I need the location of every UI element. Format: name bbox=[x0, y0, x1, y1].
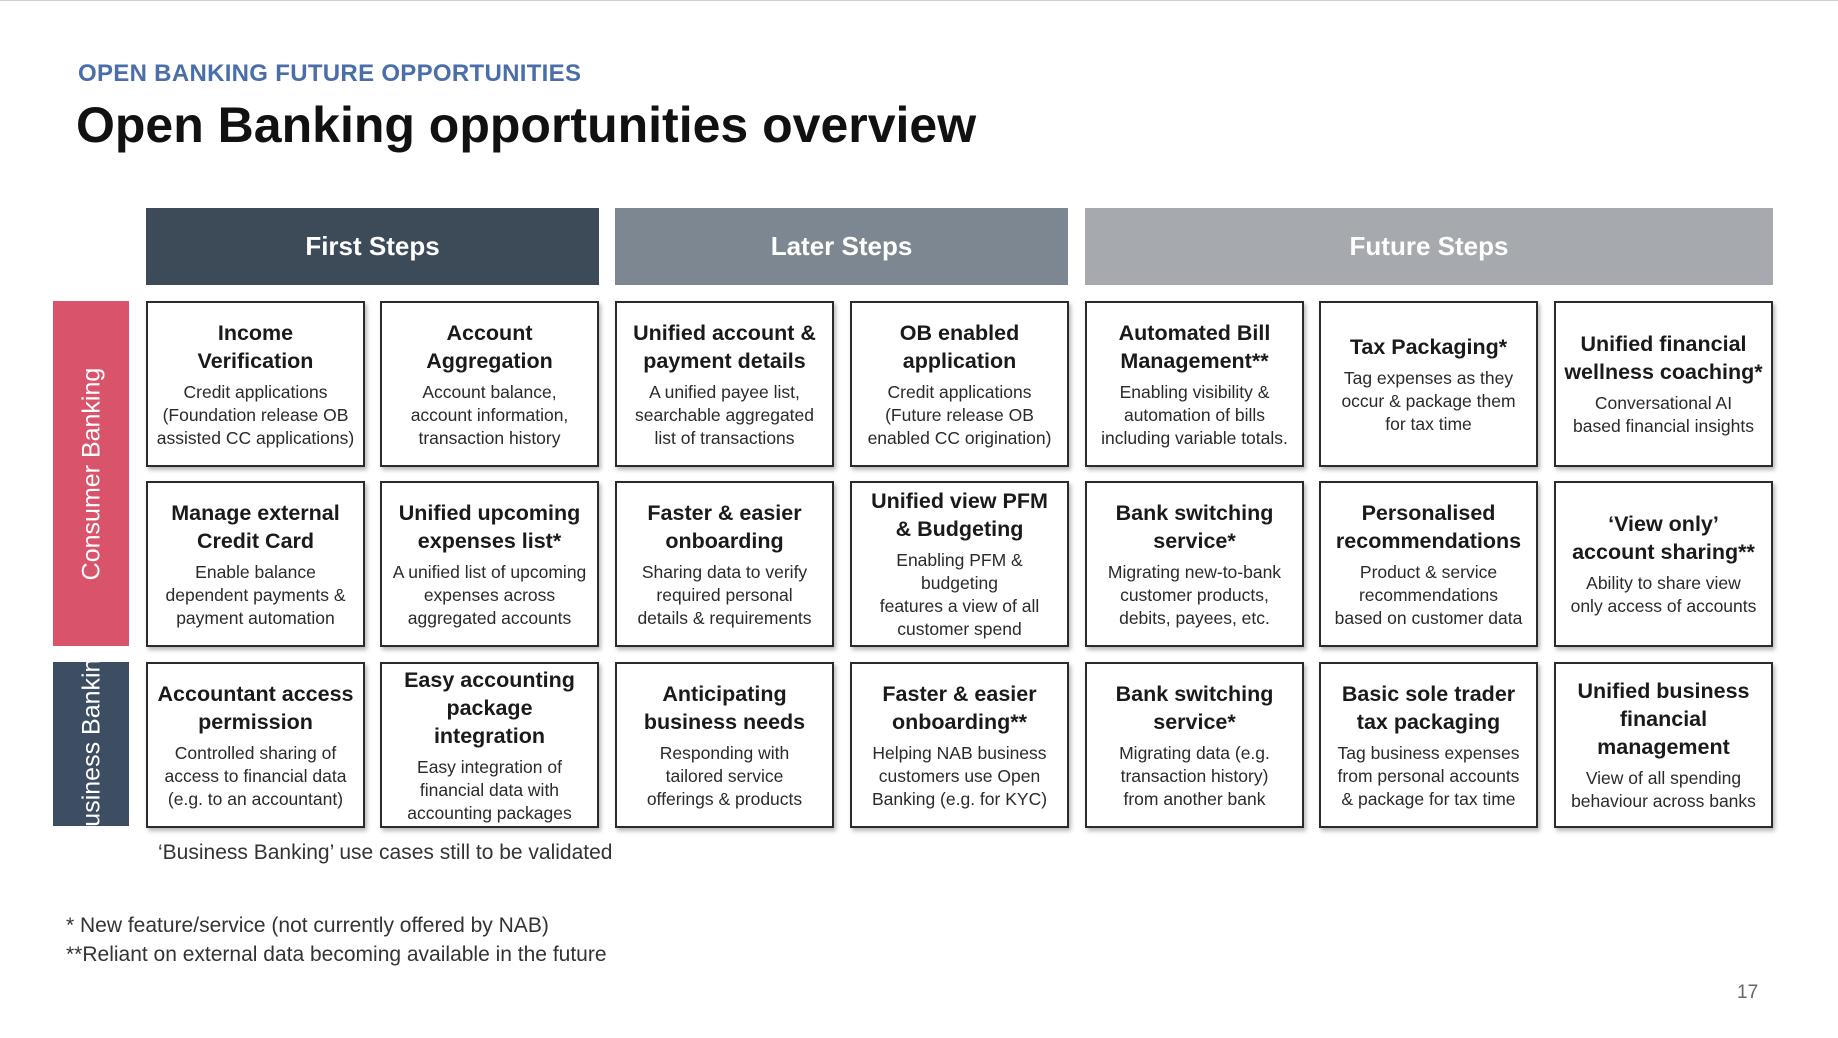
card-title: OB enabled application bbox=[899, 320, 1020, 373]
card-description: Tag business expenses from personal accounts & package for tax time bbox=[1337, 742, 1520, 809]
card-description: Tag expenses as they occur & package them for tax time bbox=[1341, 367, 1516, 434]
card-description: Controlled sharing of access to financial data (e.g. to an accountant) bbox=[164, 742, 347, 809]
card-title: Unified financial wellness coaching* bbox=[1564, 332, 1763, 384]
opportunity-card bbox=[615, 301, 834, 467]
opportunity-card bbox=[380, 301, 599, 467]
card-description: A unified payee list, searchable aggregated list of transactions bbox=[634, 381, 815, 448]
card-description: Ability to share view only access of accounts bbox=[1570, 573, 1757, 616]
card-title: Unified view PFM & Budgeting bbox=[871, 489, 1048, 541]
card-description: Credit applications (Foundation release OB assisted CC applications) bbox=[156, 381, 355, 448]
business-banking-text: Business Banking bbox=[77, 644, 106, 844]
opportunity-card bbox=[146, 301, 365, 467]
card-description: Account balance, account information, transaction history bbox=[410, 381, 569, 448]
opportunity-card bbox=[850, 662, 1069, 828]
opportunity-card bbox=[1554, 481, 1773, 647]
card-title: Account Aggregation bbox=[426, 320, 553, 373]
opportunity-card bbox=[1319, 301, 1538, 467]
card-title: Unified business financial management bbox=[1577, 679, 1750, 759]
card-title: Bank switching service* bbox=[1115, 681, 1274, 734]
opportunity-card bbox=[1554, 301, 1773, 467]
consumer-banking-text: Consumer Banking bbox=[77, 367, 105, 580]
business-banking-label bbox=[53, 644, 129, 844]
card-description: Enable balance dependent payments & payment automation bbox=[165, 561, 346, 628]
opportunity-card bbox=[1085, 481, 1304, 647]
card-title: Basic sole trader tax packaging bbox=[1341, 681, 1516, 734]
card-title: Manage external Credit Card bbox=[171, 500, 340, 553]
card-description: Enabling visibility & automation of bills including variable totals. bbox=[1101, 381, 1288, 448]
card-description: Enabling PFM & budgeting features a view of all customer spend bbox=[879, 550, 1040, 639]
opportunity-card bbox=[850, 481, 1069, 647]
card-description: Product & service recommendations based on customer data bbox=[1334, 561, 1523, 628]
phase-future-steps: Future Steps bbox=[1085, 208, 1773, 285]
opportunity-card bbox=[1319, 481, 1538, 647]
card-description: Migrating data (e.g. transaction history) from another bank bbox=[1119, 742, 1270, 809]
business-validation-note: ‘Business Banking’ use cases still to be validated bbox=[158, 841, 613, 864]
card-title: Anticipating business needs bbox=[643, 681, 806, 734]
phase-first-steps: First Steps bbox=[146, 208, 599, 285]
opportunity-card bbox=[1085, 662, 1304, 828]
opportunity-card bbox=[850, 301, 1069, 467]
footnote-external-data: **Reliant on external data becoming available in the future bbox=[66, 943, 607, 966]
card-title: Easy accounting package integration bbox=[404, 667, 575, 748]
card-description: Helping NAB business customers use Open Banking (e.g. for KYC) bbox=[871, 742, 1048, 809]
opportunity-card bbox=[146, 662, 365, 828]
card-title: Bank switching service* bbox=[1115, 500, 1274, 553]
card-title: Income Verification bbox=[197, 320, 314, 373]
card-title: Unified upcoming expenses list* bbox=[398, 500, 581, 553]
card-title: Tax Packaging* bbox=[1349, 334, 1508, 359]
section-eyebrow: OPEN BANKING FUTURE OPPORTUNITIES bbox=[78, 60, 582, 87]
card-description: Conversational AI based financial insights bbox=[1573, 393, 1754, 436]
opportunity-card bbox=[1085, 301, 1304, 467]
page-number: 17 bbox=[1737, 982, 1759, 1003]
card-description: A unified list of upcoming expenses across aggregated accounts bbox=[392, 561, 587, 628]
card-title: Faster & easier onboarding bbox=[647, 500, 802, 553]
card-title: Accountant access permission bbox=[157, 681, 354, 734]
top-divider bbox=[0, 0, 1838, 1]
card-title: Automated Bill Management** bbox=[1118, 320, 1271, 373]
card-title: Unified account & payment details bbox=[633, 320, 816, 373]
card-description: Credit applications (Future release OB enabled CC origination) bbox=[867, 381, 1052, 448]
consumer-banking-label bbox=[53, 301, 129, 646]
card-title: Faster & easier onboarding** bbox=[882, 681, 1037, 734]
page-title: Open Banking opportunities overview bbox=[76, 97, 977, 153]
opportunity-card bbox=[146, 481, 365, 647]
opportunity-card bbox=[1554, 662, 1773, 828]
card-description: Sharing data to verify required personal details & requirements bbox=[637, 561, 812, 628]
phase-later-steps: Later Steps bbox=[615, 208, 1068, 285]
card-description: Migrating new-to-bank customer products, debits, payees, etc. bbox=[1107, 561, 1282, 628]
opportunity-card bbox=[380, 662, 599, 828]
opportunity-card bbox=[615, 481, 834, 647]
card-title: Personalised recommendations bbox=[1335, 500, 1522, 553]
footnote-new-feature: * New feature/service (not currently offered by NAB) bbox=[66, 914, 549, 937]
card-description: View of all spending behaviour across banks bbox=[1571, 768, 1756, 811]
opportunity-card bbox=[1319, 662, 1538, 828]
opportunity-card bbox=[615, 662, 834, 828]
card-description: Easy integration of financial data with accounting packages bbox=[407, 756, 572, 823]
opportunity-card bbox=[380, 481, 599, 647]
card-description: Responding with tailored service offerings & products bbox=[646, 742, 803, 809]
card-title: ‘View only’ account sharing** bbox=[1572, 512, 1755, 564]
